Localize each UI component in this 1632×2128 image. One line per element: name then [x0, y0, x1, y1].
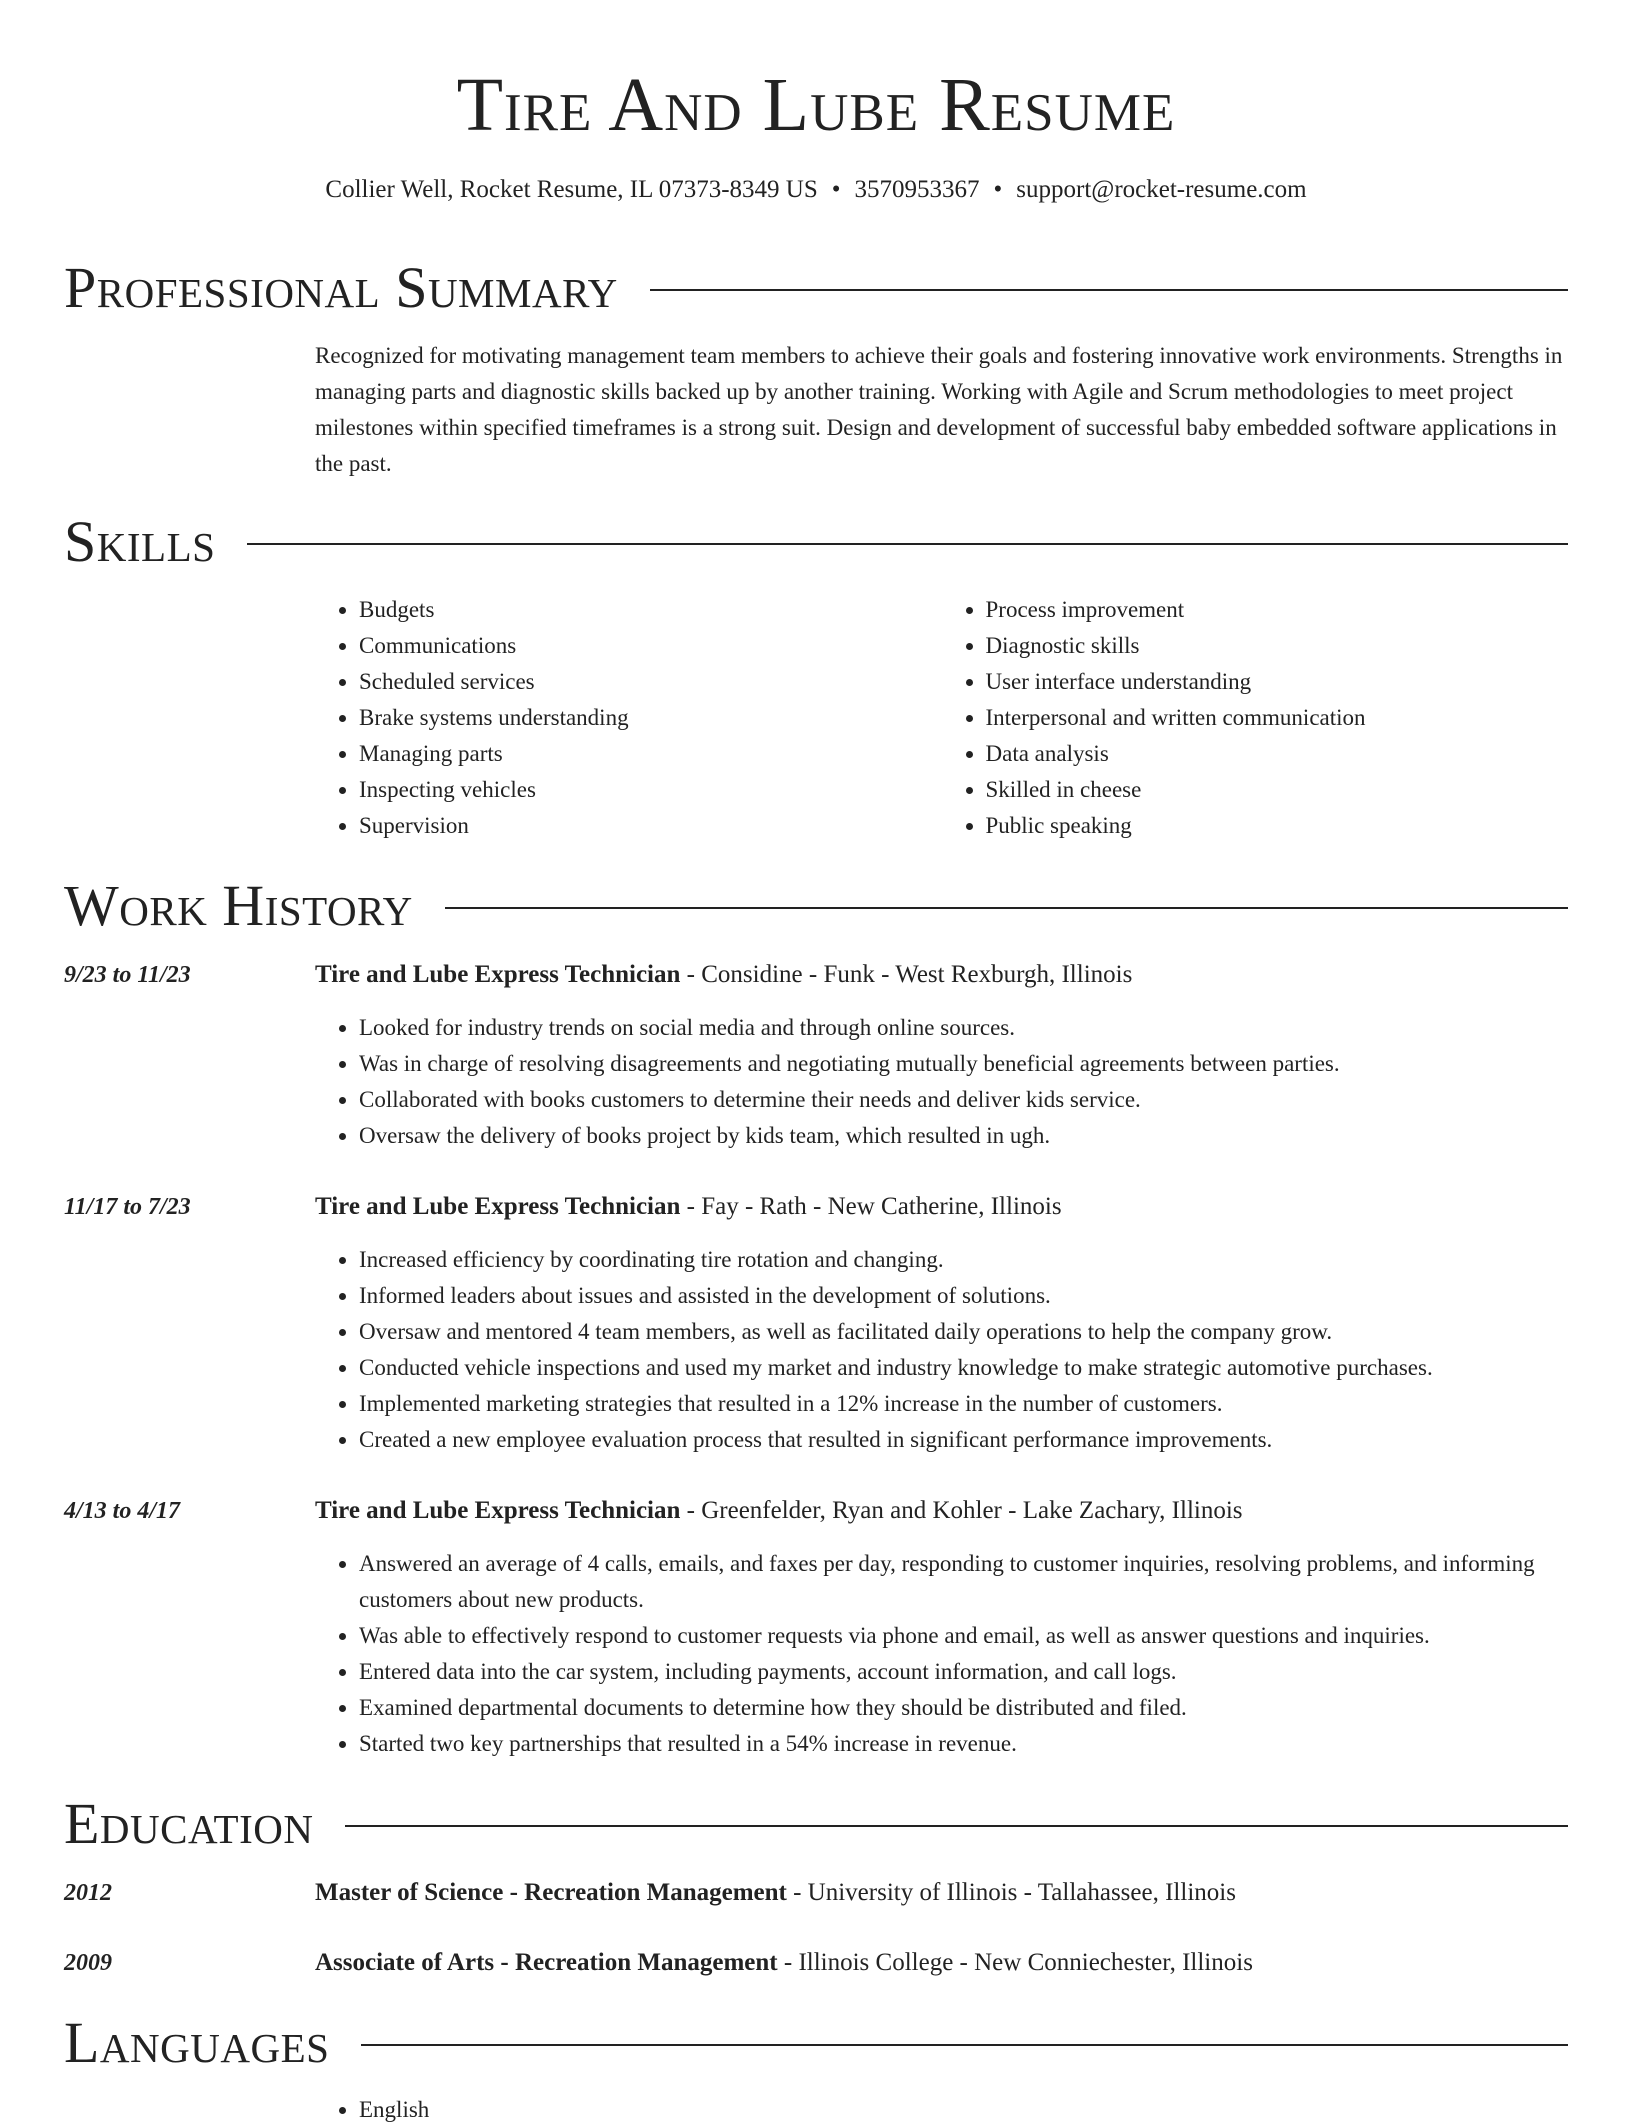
job-heading — [315, 959, 1132, 991]
job-bullet: • Answered an average of 4 calls, emails, and faxes per day, responding to customer inquiries, resolving problems, and informing customers about new products. — [359, 1546, 1568, 1618]
job-bullet: • Was able to effectively respond to customer requests via phone and email, as well as answer questions and inquiries. — [359, 1618, 1568, 1654]
skill-item: • Data analysis — [986, 736, 1569, 772]
languages-list — [315, 2092, 1568, 2128]
section-divider — [345, 1825, 1568, 1827]
contact-address: Collier Well, Rocket Resume, IL 07373-8349 US — [325, 176, 818, 203]
page-title: Tire And Lube Resume — [456, 63, 1176, 147]
skill-item: • Budgets — [359, 592, 942, 628]
job-bullets — [315, 1010, 1568, 1154]
contact-separator: • — [993, 176, 1003, 203]
summary-section-header — [64, 256, 1568, 320]
skills-heading: Skills — [64, 509, 216, 574]
section-divider — [247, 543, 1568, 545]
skill-item: • Supervision — [359, 808, 942, 844]
skills-section-header — [64, 510, 1568, 574]
job-heading — [315, 1495, 1243, 1527]
contact-line — [0, 174, 1632, 206]
job-bullet: • Informed leaders about issues and assisted in the development of solutions. — [359, 1278, 1568, 1314]
skills-left-column — [315, 592, 942, 844]
education-section-header — [64, 1792, 1568, 1856]
job-bullets — [315, 1546, 1568, 1762]
job-bullet: • Examined departmental documents to determine how they should be distributed and filed. — [359, 1690, 1568, 1726]
work-section-header — [64, 874, 1568, 938]
skill-item: • Skilled in cheese — [986, 772, 1569, 808]
education-year: 2012 — [64, 1880, 112, 1906]
job-title: Tire and Lube Express Technician — [315, 1193, 681, 1220]
job-dates: 4/13 to 4/17 — [64, 1498, 181, 1524]
contact-phone: 3570953367 — [854, 176, 980, 203]
education-degree: Master of Science - Recreation Management — [315, 1879, 787, 1906]
skill-item: • Inspecting vehicles — [359, 772, 942, 808]
section-divider — [650, 289, 1568, 291]
education-year: 2009 — [64, 1950, 112, 1976]
skill-item: • Interpersonal and written communication — [986, 700, 1569, 736]
job-title: Tire and Lube Express Technician — [315, 1497, 681, 1524]
education-entry — [315, 1877, 1236, 1909]
job-bullets — [315, 1242, 1568, 1458]
job-bullet: • Conducted vehicle inspections and used my market and industry knowledge to make strategic automotive purchases. — [359, 1350, 1568, 1386]
summary-heading: Professional Summary — [64, 255, 618, 320]
languages-heading: Languages — [64, 2010, 330, 2075]
languages-section-header — [64, 2011, 1568, 2075]
job-employer: - Considine - Funk - West Rexburgh, Illinois — [680, 961, 1133, 988]
education-heading: Education — [64, 1791, 314, 1856]
job-dates: 9/23 to 11/23 — [64, 962, 191, 988]
job-bullet: • Looked for industry trends on social media and through online sources. — [359, 1010, 1568, 1046]
skill-item: • Communications — [359, 628, 942, 664]
job-bullet: • Entered data into the car system, including payments, account information, and call logs. — [359, 1654, 1568, 1690]
language-item: • English — [359, 2092, 1568, 2128]
skill-item: • Process improvement — [986, 592, 1569, 628]
skill-item: • Public speaking — [986, 808, 1569, 844]
section-divider — [361, 2044, 1568, 2046]
job-bullet: • Started two key partnerships that resulted in a 54% increase in revenue. — [359, 1726, 1568, 1762]
job-employer: - Fay - Rath - New Catherine, Illinois — [680, 1193, 1062, 1220]
job-bullet: • Was in charge of resolving disagreements and negotiating mutually beneficial agreements between parties. — [359, 1046, 1568, 1082]
education-school: - Illinois College - New Conniechester, Illinois — [777, 1949, 1253, 1976]
education-degree: Associate of Arts - Recreation Management — [315, 1949, 778, 1976]
skills-right-column — [942, 592, 1569, 844]
contact-email: support@rocket-resume.com — [1016, 176, 1307, 203]
job-bullet: • Oversaw and mentored 4 team members, as well as facilitated daily operations to help the company grow. — [359, 1314, 1568, 1350]
job-bullet: • Implemented marketing strategies that resulted in a 12% increase in the number of customers. — [359, 1386, 1568, 1422]
job-employer: - Greenfelder, Ryan and Kohler - Lake Zachary, Illinois — [680, 1497, 1243, 1524]
section-divider — [445, 907, 1568, 909]
job-heading — [315, 1191, 1062, 1223]
skill-item: • User interface understanding — [986, 664, 1569, 700]
job-bullet: • Created a new employee evaluation process that resulted in significant performance improvements. — [359, 1422, 1568, 1458]
skill-item: • Diagnostic skills — [986, 628, 1569, 664]
job-bullet: • Increased efficiency by coordinating tire rotation and changing. — [359, 1242, 1568, 1278]
skill-item: • Brake systems understanding — [359, 700, 942, 736]
job-bullet: • Collaborated with books customers to determine their needs and deliver kids service. — [359, 1082, 1568, 1118]
contact-separator: • — [831, 176, 841, 203]
summary-text: Recognized for motivating management team members to achieve their goals and fostering innovative work environments. Strengths in managing parts and diagnostic skills backed up by another training. Working with Agile and Scrum methodologies to meet project milestones within specified timeframes is a strong suit. Design and development of successful baby embedded software applications in the past. — [315, 343, 1563, 476]
job-dates: 11/17 to 7/23 — [64, 1194, 191, 1220]
job-bullet: • Oversaw the delivery of books project by kids team, which resulted in ugh. — [359, 1118, 1568, 1154]
work-heading: Work History — [64, 873, 413, 938]
skills-list — [315, 592, 1568, 844]
education-school: - University of Illinois - Tallahassee, Illinois — [786, 1879, 1236, 1906]
skill-item: • Scheduled services — [359, 664, 942, 700]
education-entry — [315, 1947, 1253, 1979]
skill-item: • Managing parts — [359, 736, 942, 772]
job-title: Tire and Lube Express Technician — [315, 961, 681, 988]
